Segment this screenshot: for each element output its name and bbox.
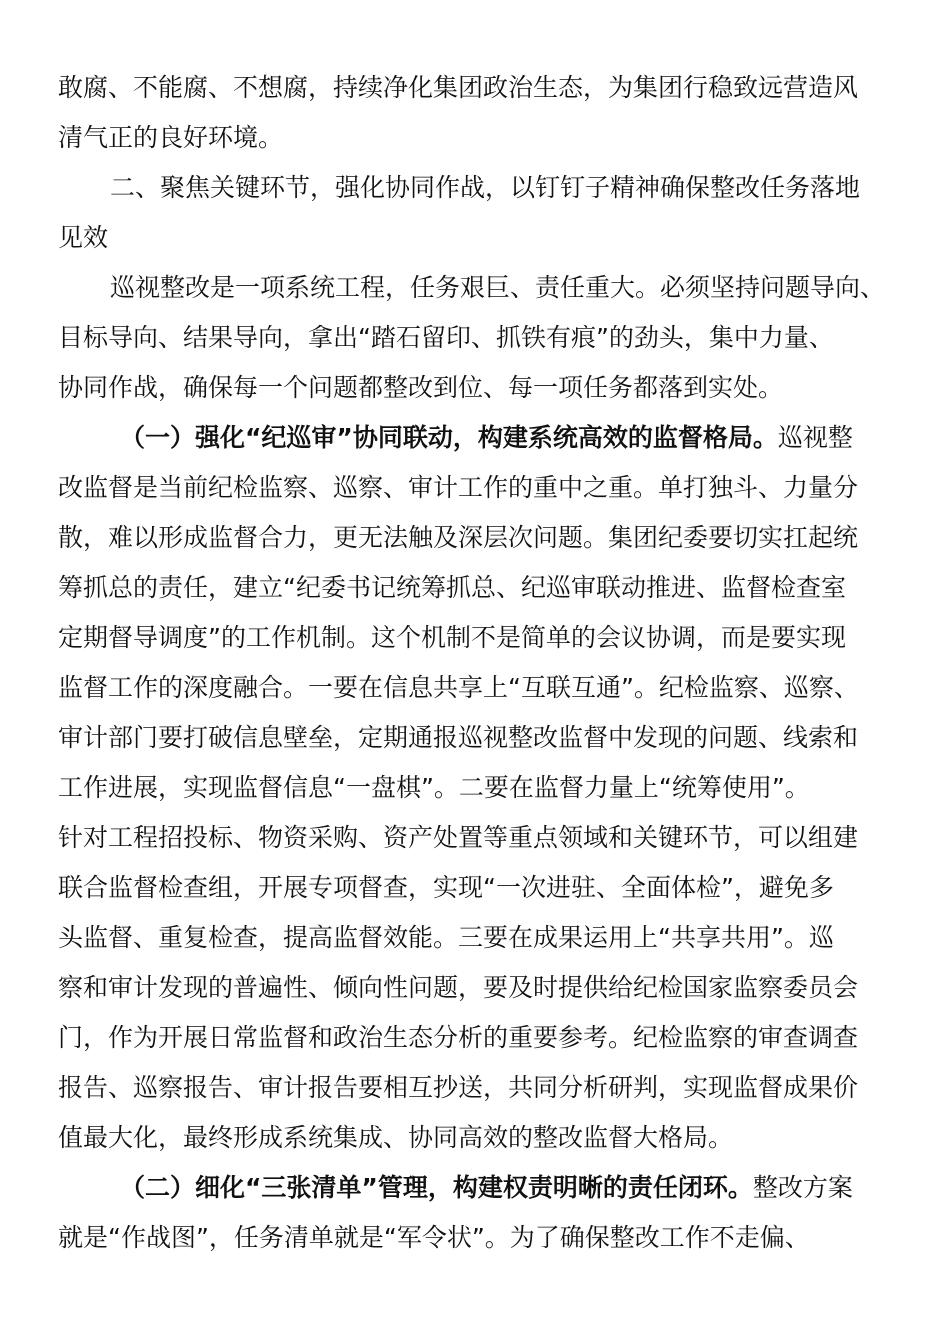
text-line: 头监督、重复检查，提高监督效能。三要在成果运用上“共享共用”。巡 xyxy=(58,923,834,952)
text-line: 门，作为开展日常监督和政治生态分析的重要参考。纪检监察的审查调查 xyxy=(58,1023,859,1052)
subsection-title: （一）强化“纪巡审”协同联动，构建系统高效的监督格局。 xyxy=(120,423,778,452)
text-fragment: 巡视整 xyxy=(777,423,853,452)
text-line: 筹抓总的责任，建立“纪委书记统筹抓总、纪巡审联动推进、监督检查室 xyxy=(58,573,846,602)
text-line: 目标导向、结果导向，拿出“踏石留印、抓铁有痕”的劲头，集中力量、 xyxy=(58,323,834,352)
text-line: 针对工程招投标、物资采购、资产处置等重点领域和关键环节，可以组建 xyxy=(58,823,859,852)
text-line: 值最大化，最终形成系统集成、协同高效的整改监督大格局。 xyxy=(58,1123,734,1152)
text-line: 工作进展，实现监督信息“一盘棋”。二要在监督力量上“统筹使用”。 xyxy=(58,773,810,802)
text-line: 定期督导调度”的工作机制。这个机制不是简单的会议协调，而是要实现 xyxy=(58,623,846,652)
text-line: 联合监督检查组，开展专项督查，实现“一次进驻、全面体检”，避免多 xyxy=(58,873,834,902)
text-line: 散，难以形成监督合力，更无法触及深层次问题。集团纪委要切实扛起统 xyxy=(58,523,859,552)
text-line: 审计部门要打破信息壁垒，定期通报巡视整改监督中发现的问题、线索和 xyxy=(58,723,859,752)
section-heading-cont: 见效 xyxy=(58,223,109,252)
text-line: 监督工作的深度融合。一要在信息共享上“互联互通”。纪检监察、巡察、 xyxy=(58,673,859,702)
text-line: 巡视整改是一项系统工程，任务艰巨、责任重大。必须坚持问题导向、 xyxy=(110,273,886,302)
subsection-line xyxy=(120,413,892,463)
text-line: 清气正的良好环境。 xyxy=(58,123,284,152)
subsection-title: （二）细化“三张清单”管理，构建权责明晰的责任闭环。 xyxy=(120,1173,753,1202)
text-line: 察和审计发现的普遍性、倾向性问题，要及时提供给纪检国家监察委员会 xyxy=(58,973,859,1002)
text-line: 报告、巡察报告、审计报告要相互抄送，共同分析研判，实现监督成果价 xyxy=(58,1073,859,1102)
text-line: 敢腐、不能腐、不想腐，持续净化集团政治生态，为集团行稳致远营造风 xyxy=(58,73,859,102)
text-line: 改监督是当前纪检监察、巡察、审计工作的重中之重。单打独斗、力量分 xyxy=(58,473,859,502)
text-fragment: 整改方案 xyxy=(752,1173,853,1202)
text-line: 协同作战，确保每一个问题都整改到位、每一项任务都落到实处。 xyxy=(58,373,784,402)
subsection-line xyxy=(120,1163,892,1213)
section-heading: 二、聚焦关键环节，强化协同作战，以钉钉子精神确保整改任务落地 xyxy=(110,173,861,202)
text-line: 就是“作战图”，任务清单就是“军令状”。为了确保整改工作不走偏、 xyxy=(58,1223,810,1252)
